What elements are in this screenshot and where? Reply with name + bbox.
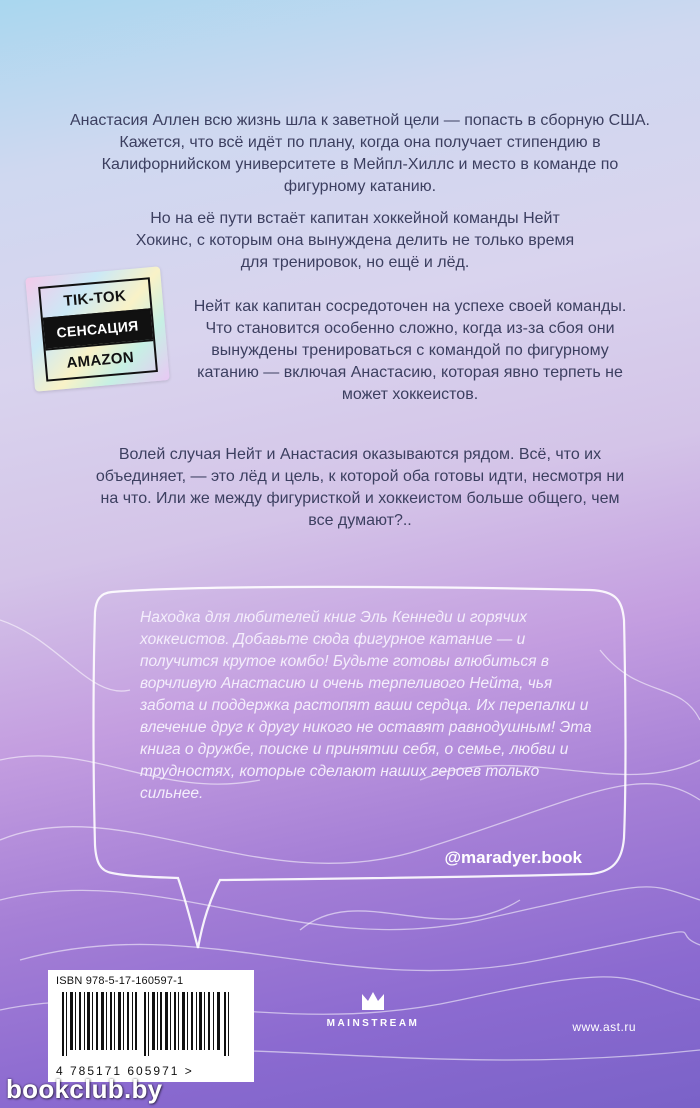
review-quote: Находка для любителей книг Эль Кеннеди и горячих хоккеистов. Добавьте сюда фигурное катание — и получится крутое комбо! Будьте готовы влюбиться в ворчливую Анастасию и очень терпеливого Нейта, чья забота и поддержка растопят ваши сердца. Их перепалки и влечение друг к другу никого не оставят равнодушным! Эта книга о дружбе, поиске и принятии себя, о семье, любви и трудностях, которые сделают наших героев только сильнее.	[140, 609, 592, 802]
description-paragraph: Волей случая Нейт и Анастасия оказываются рядом. Всё, что их объединяет, — это лёд и цель, к которой оба готовы идти, несмотря ни на что. Или же между фигуристкой и хоккеистом больше общего, чем все думают?..	[95, 446, 625, 529]
crown-icon	[360, 990, 386, 1012]
badge-line: TIK-TOK	[62, 286, 127, 310]
badge-line: AMAZON	[45, 339, 155, 379]
barcode-digits: 4 785171 605971 >	[56, 1064, 194, 1078]
publisher-name: MAINSTREAM	[326, 1018, 420, 1029]
isbn-barcode	[48, 970, 254, 1082]
publisher-logo	[310, 990, 436, 1029]
publisher-website: www.ast.ru	[572, 1020, 636, 1034]
watermark: bookclub.by	[6, 1074, 163, 1104]
description-paragraph: Нейт как капитан сосредоточен на успехе своей команды. Что становится особенно сложно, когда из-за сбоя они вынуждены тренироваться с командой по фигурному катанию — включая Анастасию, которая явно терпеть не может хоккеистов.	[193, 298, 627, 403]
barcode-bars	[56, 992, 246, 1056]
badge-line: СЕНСАЦИЯ	[42, 308, 152, 348]
review-author: @maradyer.book	[444, 848, 582, 867]
description-paragraph: Анастасия Аллен всю жизнь шла к заветной цели — попасть в сборную США. Кажется, что всё идёт по плану, когда она получает стипендию в Калифорнийском университете в Мейпл-Хиллс и место в команде по фигурному катанию.	[70, 112, 650, 195]
description-paragraph: Но на её пути встаёт капитан хоккейной команды Нейт Хокинс, с которым она вынуждена делить не только время для тренировок, но ещё и лёд.	[135, 210, 575, 271]
tiktok-sensation-badge	[25, 266, 169, 391]
isbn-label: ISBN 978-5-17-160597-1	[56, 975, 184, 987]
